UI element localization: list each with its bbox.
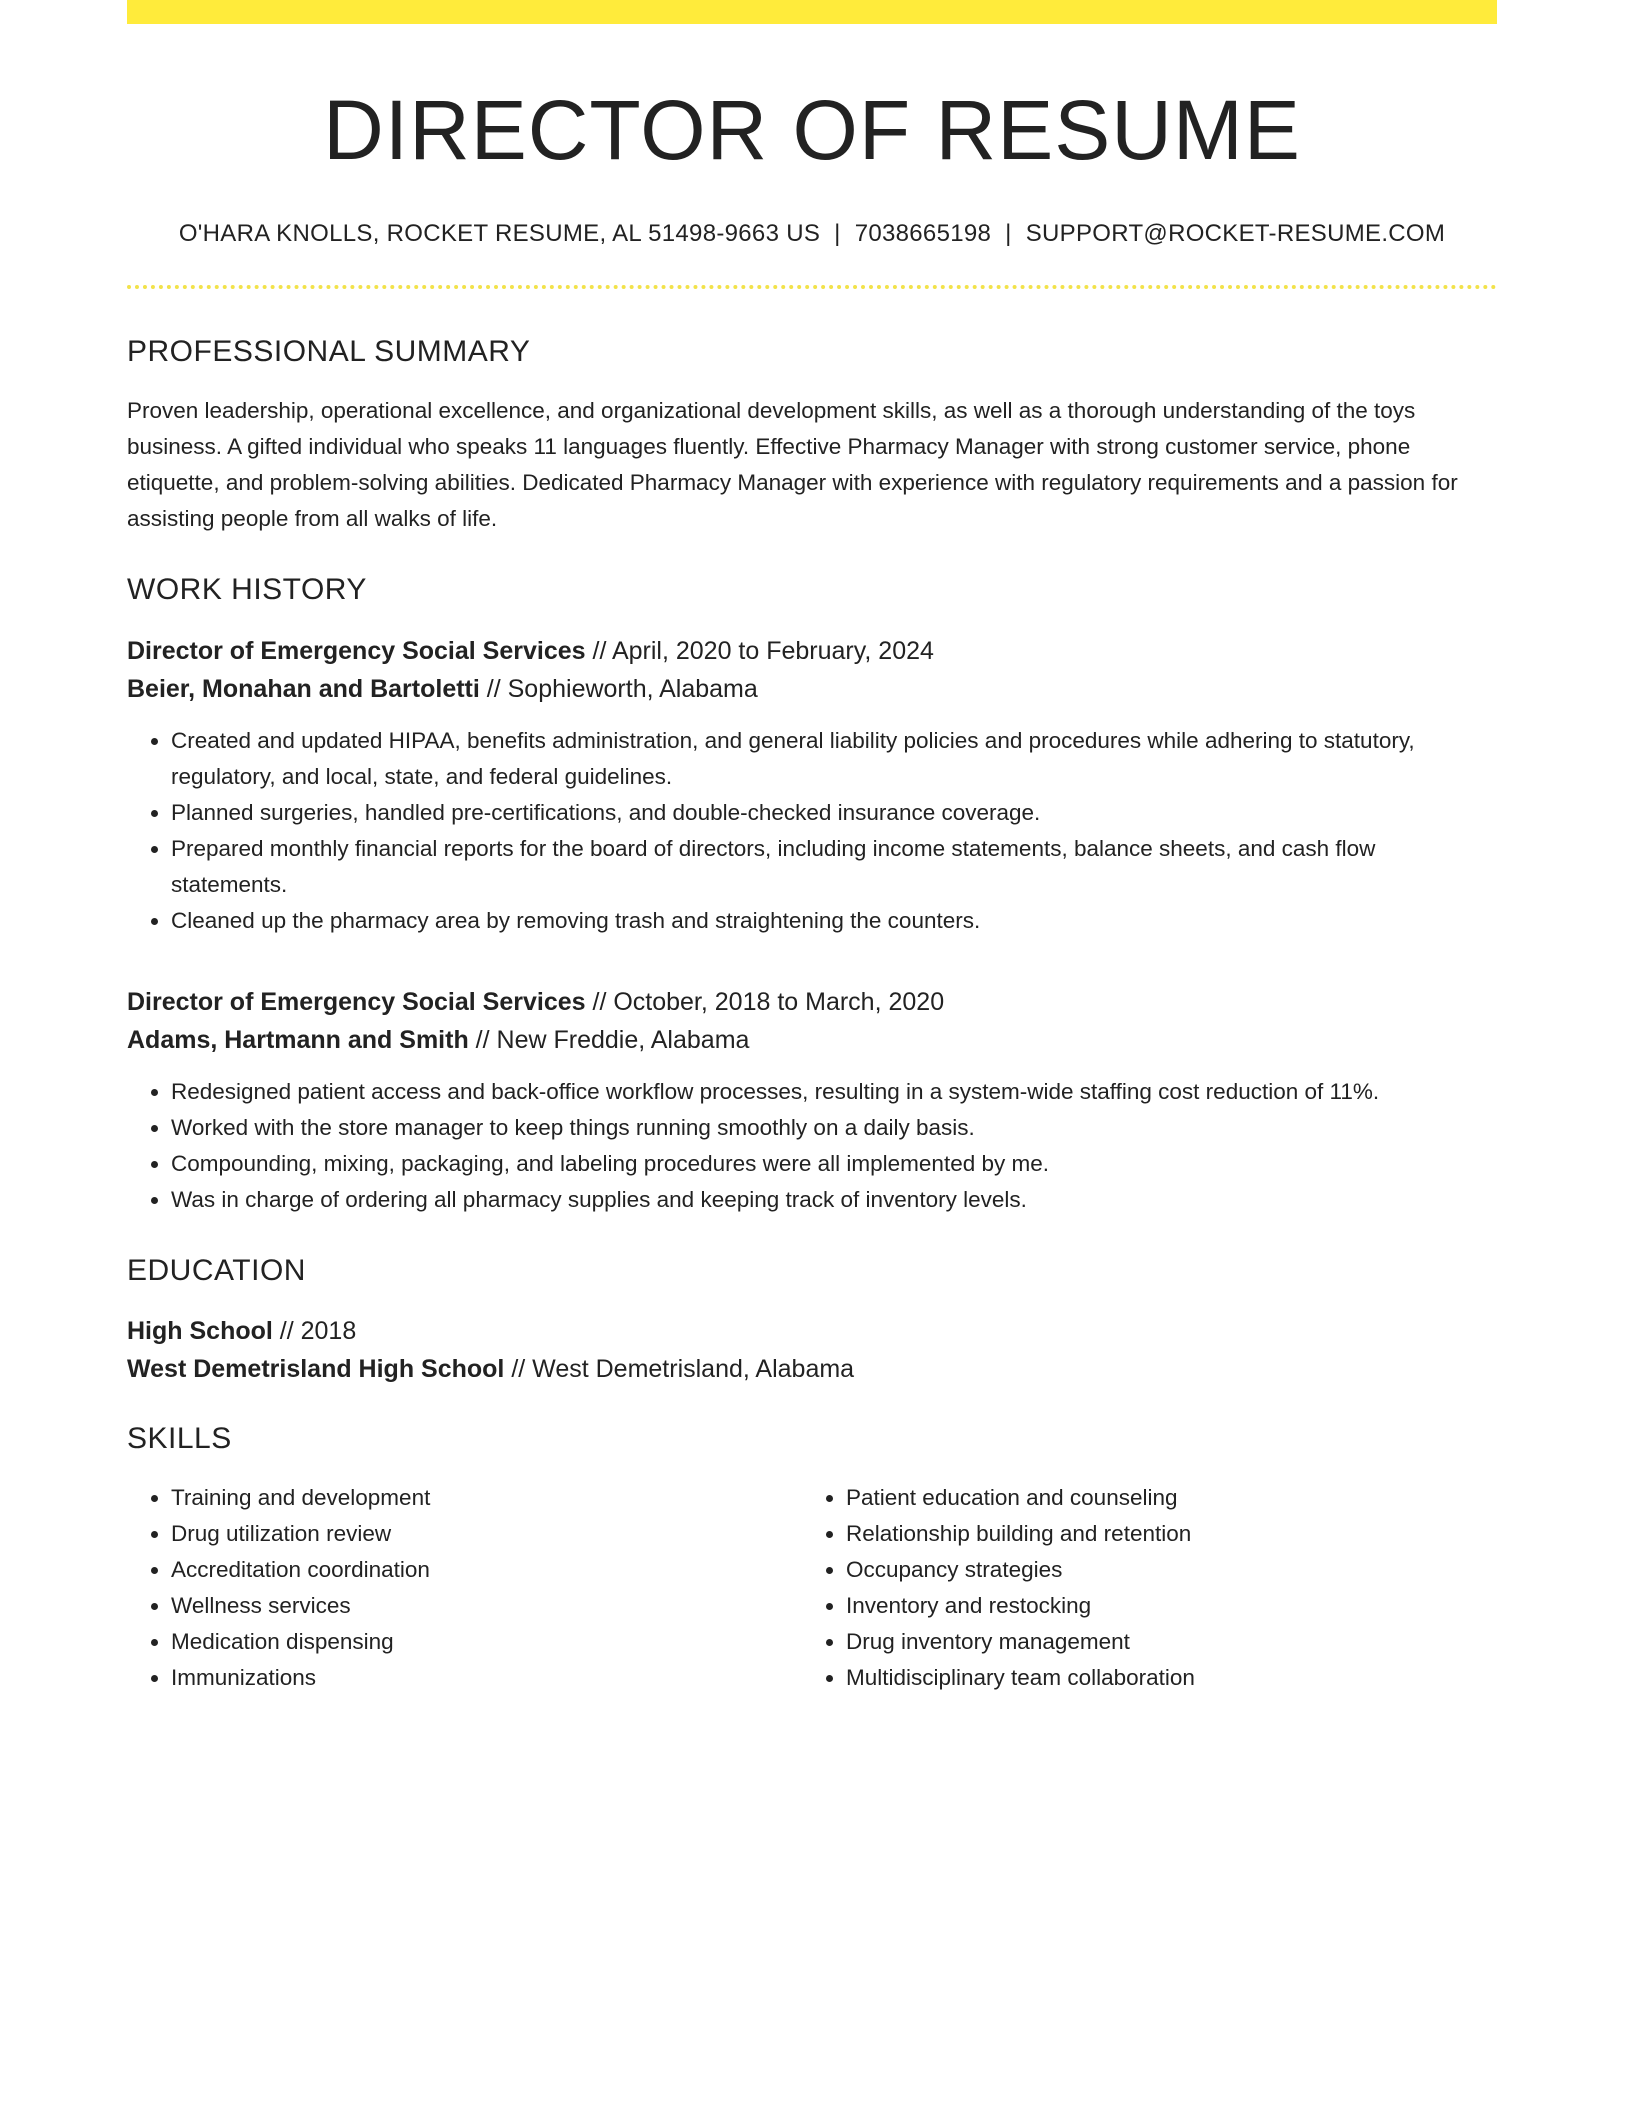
job-role: Director of Emergency Social Services bbox=[127, 637, 586, 666]
contact-email: SUPPORT@ROCKET-RESUME.COM bbox=[1025, 220, 1446, 248]
work-history-heading: WORK HISTORY bbox=[127, 573, 367, 607]
skill-item: • Drug inventory management bbox=[846, 1624, 1477, 1660]
skill-item: • Multidisciplinary team collaboration bbox=[846, 1660, 1477, 1696]
header-accent-bar bbox=[127, 0, 1497, 24]
job-role: Director of Emergency Social Services bbox=[127, 988, 586, 1017]
education-school-line bbox=[127, 1350, 1497, 1388]
job-location: // New Freddie, Alabama bbox=[468, 1026, 750, 1055]
education-school: West Demetrisland High School bbox=[127, 1355, 505, 1384]
job-title-line bbox=[127, 983, 1497, 1021]
summary-heading: PROFESSIONAL SUMMARY bbox=[127, 335, 531, 369]
job-title-line bbox=[127, 632, 1497, 670]
contact-separator: | bbox=[1005, 220, 1012, 248]
job-bullet: • Was in charge of ordering all pharmacy supplies and keeping track of inventory levels. bbox=[171, 1182, 1497, 1218]
job-company-line bbox=[127, 670, 1497, 708]
skills-list bbox=[127, 1480, 1497, 1696]
skill-item: • Accreditation coordination bbox=[171, 1552, 802, 1588]
contact-line bbox=[127, 220, 1497, 248]
summary-text: Proven leadership, operational excellence, and organizational development skills, as well as a thorough understanding of the toys business. A gifted individual who speaks 11 languages fluently. Effective Pharmacy Manager with strong customer service, phone etiquette, and problem-solving abilities. Dedicated Pharmacy Manager with experience with regulatory requirements and a passion for assisting people from all walks of life. bbox=[127, 398, 1458, 532]
education-degree: High School bbox=[127, 1317, 273, 1346]
skill-item: • Medication dispensing bbox=[171, 1624, 802, 1660]
skill-item: • Drug utilization review bbox=[171, 1516, 802, 1552]
job-company: Adams, Hartmann and Smith bbox=[127, 1026, 469, 1055]
job-bullet: • Prepared monthly financial reports for the board of directors, including income statements, balance sheets, and cash flow statements. bbox=[171, 831, 1497, 903]
education-degree-line bbox=[127, 1312, 1497, 1350]
job-bullet: • Planned surgeries, handled pre-certifications, and double-checked insurance coverage. bbox=[171, 795, 1497, 831]
skill-item: • Training and development bbox=[171, 1480, 802, 1516]
job-dates: // April, 2020 to February, 2024 bbox=[585, 637, 934, 666]
contact-phone: 7038665198 bbox=[854, 220, 992, 248]
job-bullet: • Created and updated HIPAA, benefits administration, and general liability policies and procedures while adhering to statutory, regulatory, and local, state, and federal guidelines. bbox=[171, 723, 1497, 795]
education-heading: EDUCATION bbox=[127, 1254, 306, 1288]
job-bullet: • Compounding, mixing, packaging, and labeling procedures were all implemented by me. bbox=[171, 1146, 1497, 1182]
job-entry bbox=[127, 632, 1497, 939]
contact-separator: | bbox=[834, 220, 841, 248]
skill-item: • Relationship building and retention bbox=[846, 1516, 1477, 1552]
job-location: // Sophieworth, Alabama bbox=[479, 675, 758, 704]
resume-page bbox=[127, 0, 1497, 1696]
job-company: Beier, Monahan and Bartoletti bbox=[127, 675, 480, 704]
job-bullet: • Redesigned patient access and back-office workflow processes, resulting in a system-wide staffing cost reduction of 11%. bbox=[171, 1074, 1497, 1110]
skill-item: • Immunizations bbox=[171, 1660, 802, 1696]
job-bullet: • Cleaned up the pharmacy area by removing trash and straightening the counters. bbox=[171, 903, 1497, 939]
skill-item: • Wellness services bbox=[171, 1588, 802, 1624]
contact-address: O'HARA KNOLLS, ROCKET RESUME, AL 51498-9663 US bbox=[178, 220, 821, 248]
skills-column-left bbox=[127, 1480, 802, 1696]
job-entry bbox=[127, 983, 1497, 1218]
education-entry bbox=[127, 1312, 1497, 1388]
job-bullet: • Worked with the store manager to keep things running smoothly on a daily basis. bbox=[171, 1110, 1497, 1146]
education-year: // 2018 bbox=[272, 1317, 357, 1346]
job-bullets bbox=[127, 723, 1497, 939]
job-bullets bbox=[127, 1074, 1497, 1218]
skill-item: • Patient education and counseling bbox=[846, 1480, 1477, 1516]
skills-heading: SKILLS bbox=[127, 1422, 232, 1456]
skills-column-right bbox=[802, 1480, 1477, 1696]
resume-name: DIRECTOR OF RESUME bbox=[323, 83, 1301, 177]
header-divider bbox=[127, 285, 1497, 289]
job-dates: // October, 2018 to March, 2020 bbox=[585, 988, 945, 1017]
job-company-line bbox=[127, 1021, 1497, 1059]
skill-item: • Inventory and restocking bbox=[846, 1588, 1477, 1624]
skill-item: • Occupancy strategies bbox=[846, 1552, 1477, 1588]
education-location: // West Demetrisland, Alabama bbox=[504, 1355, 855, 1384]
